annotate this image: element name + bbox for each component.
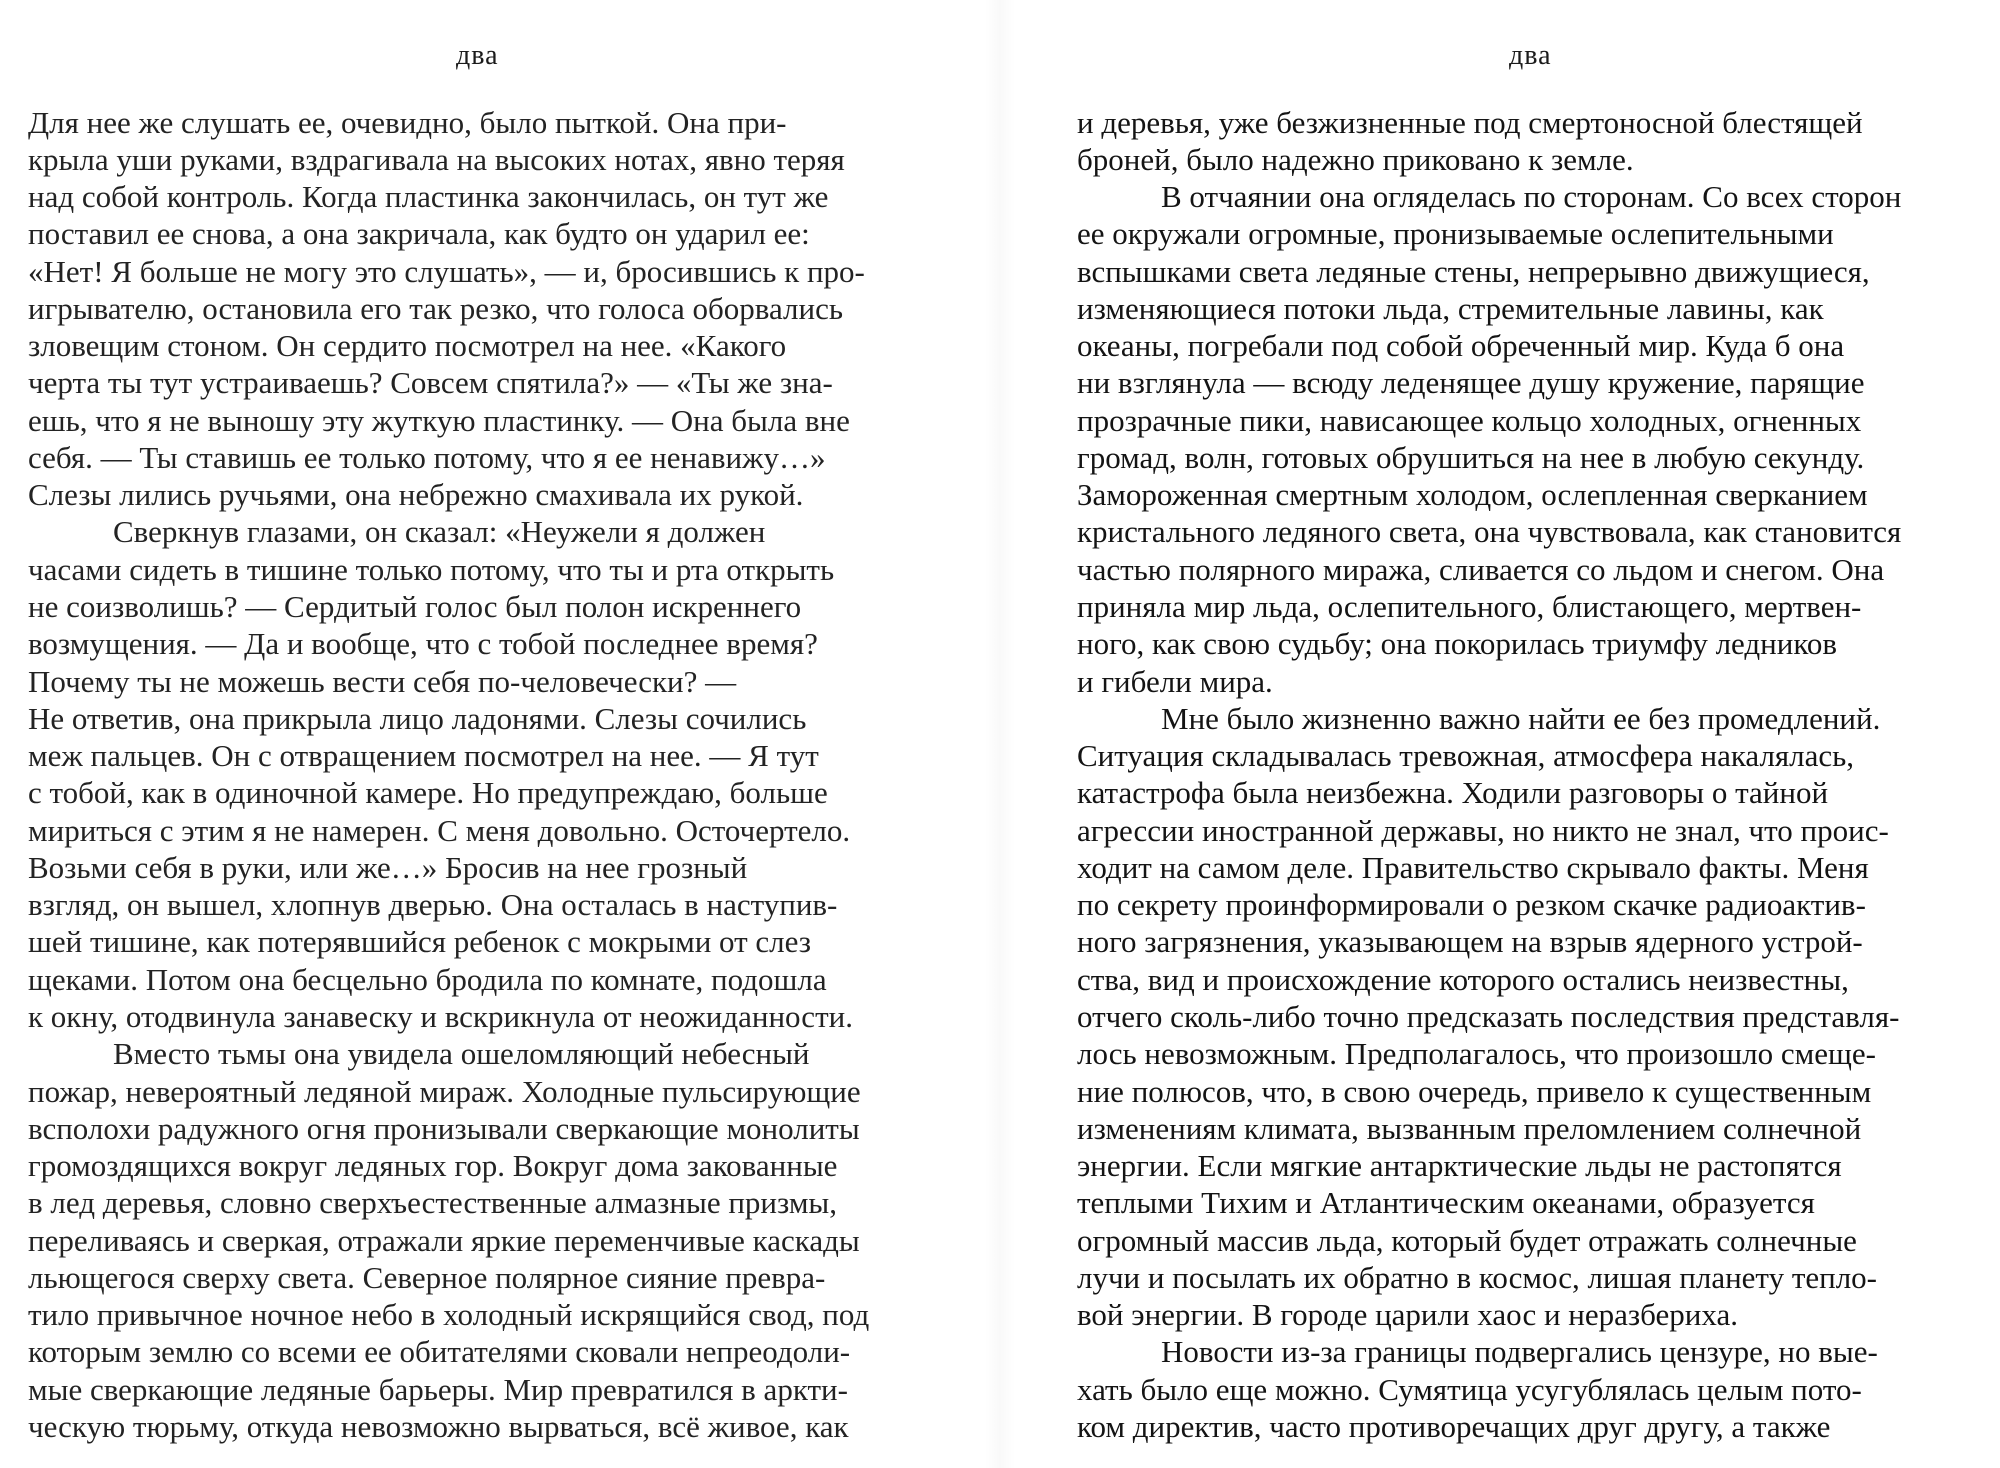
left-line-36: ческую тюрьму, откуда невозможно вырваться, всё живое, как (28, 1409, 849, 1444)
right-line-4: ее окружали огромные, пронизываемые ослепительными (1077, 216, 1834, 251)
right-line-27: ние полюсов, что, в свою очередь, привело к существенным (1077, 1074, 1872, 1109)
left-running-head: два (456, 40, 499, 71)
left-line-6: игрывателю, остановила его так резко, что голоса оборвались (28, 291, 843, 326)
right-line-35: хать было еще можно. Сумятица усугублялась целым пото- (1077, 1372, 1862, 1407)
right-line-23: ного загрязнения, указывающем на взрыв ядерного устрой- (1077, 924, 1863, 959)
left-line-19: с тобой, как в одиночной камере. Но предупреждаю, больше (28, 775, 828, 810)
left-line-32: льющегося сверху света. Северное полярное сияние превра- (28, 1260, 826, 1295)
left-line-30: в лед деревья, словно сверхъестественные алмазные призмы, (28, 1185, 838, 1220)
right-line-11: Замороженная смертным холодом, ослепленная сверканием (1077, 477, 1868, 512)
right-line-12: кристального ледяного света, она чувствовала, как становится (1077, 514, 1902, 549)
right-line-29: энергии. Если мягкие антарктические льды не растопятся (1077, 1148, 1842, 1183)
right-page (1000, 0, 2000, 1468)
left-line-24: щеками. Потом она бесцельно бродила по комнате, подошла (28, 962, 827, 997)
right-line-20: агрессии иностранной державы, но никто не знал, что проис- (1077, 813, 1889, 848)
left-line-11: Слезы лились ручьями, она небрежно смахивала их рукой. (28, 477, 804, 512)
left-line-10: себя. — Ты ставишь ее только потому, что я ее ненавижу…» (28, 440, 826, 475)
right-line-6: изменяющиеся потоки льда, стремительные лавины, как (1077, 291, 1824, 326)
left-line-20: мириться с этим я не намерен. С меня довольно. Осточертело. (28, 813, 851, 848)
left-line-4: поставил ее снова, а она закричала, как будто он ударил ее: (28, 216, 810, 251)
right-line-30: теплыми Тихим и Атлантическим океанами, образуется (1077, 1185, 1815, 1220)
left-line-23: шей тишине, как потерявшийся ребенок с мокрыми от слез (28, 924, 812, 959)
right-line-13: частью полярного миража, сливается со льдом и снегом. Она (1077, 552, 1885, 587)
right-line-3: В отчаянии она огляделась по сторонам. Со всех сторон (1161, 179, 1902, 214)
left-line-18: меж пальцев. Он с отвращением посмотрел на нее. — Я тут (28, 738, 819, 773)
left-line-33: тило привычное ночное небо в холодный искрящийся свод, под (28, 1297, 870, 1332)
right-line-5: вспышками света ледяные стены, непрерывно движущиеся, (1077, 254, 1870, 289)
right-line-10: громад, волн, готовых обрушиться на нее в любую секунду. (1077, 440, 1865, 475)
left-line-31: переливаясь и сверкая, отражали яркие переменчивые каскады (28, 1223, 860, 1258)
right-line-26: лось невозможным. Предполагалось, что произошло смеще- (1077, 1036, 1876, 1071)
right-line-16: и гибели мира. (1077, 664, 1273, 699)
right-line-22: по секрету проинформировали о резком скачке радиоактив- (1077, 887, 1866, 922)
left-line-29: громоздящихся вокруг ледяных гор. Вокруг дома закованные (28, 1148, 838, 1183)
left-line-2: крыла уши руками, вздрагивала на высоких нотах, явно теряя (28, 142, 845, 177)
left-line-1: Для нее же слушать ее, очевидно, было пыткой. Она при- (28, 105, 787, 140)
left-line-17: Не ответив, она прикрыла лицо ладонями. Слезы сочились (28, 701, 807, 736)
right-line-24: ства, вид и происхождение которого остались неизвестны, (1077, 962, 1849, 997)
right-line-34: Новости из-за границы подвергались цензуре, но вые- (1161, 1334, 1878, 1369)
right-line-14: приняла мир льда, ослепительного, блистающего, мертвен- (1077, 589, 1862, 624)
left-line-21: Возьми себя в руки, или же…» Бросив на нее грозный (28, 850, 748, 885)
right-line-1: и деревья, уже безжизненные под смертоносной блестящей (1077, 105, 1863, 140)
right-line-17: Мне было жизненно важно найти ее без промедлений. (1161, 701, 1881, 736)
right-line-36: ком директив, часто противоречащих друг другу, а также (1077, 1409, 1831, 1444)
right-line-33: вой энергии. В городе царили хаос и неразбериха. (1077, 1297, 1738, 1332)
right-line-7: океаны, погребали под собой обреченный мир. Куда б она (1077, 328, 1845, 363)
right-line-21: ходит на самом деле. Правительство скрывало факты. Меня (1077, 850, 1869, 885)
right-line-19: катастрофа была неизбежна. Ходили разговоры о тайной (1077, 775, 1829, 810)
right-line-2: броней, было надежно приковано к земле. (1077, 142, 1634, 177)
left-line-3: над собой контроль. Когда пластинка закончилась, он тут же (28, 179, 829, 214)
right-line-28: изменениям климата, вызванным преломлением солнечной (1077, 1111, 1862, 1146)
right-line-25: отчего сколь-либо точно предсказать последствия представля- (1077, 999, 1900, 1034)
left-line-8: черта ты тут устраиваешь? Совсем спятила?» — «Ты же зна- (28, 365, 833, 400)
left-line-34: которым землю со всеми ее обитателями сковали непреодоли- (28, 1334, 851, 1369)
right-line-31: огромный массив льда, который будет отражать солнечные (1077, 1223, 1857, 1258)
left-line-7: зловещим стоном. Он сердито посмотрел на нее. «Какого (28, 328, 787, 363)
left-line-16: Почему ты не можешь вести себя по-человечески? — (28, 664, 737, 699)
right-line-32: лучи и посылать их обратно в космос, лишая планету тепло- (1077, 1260, 1878, 1295)
left-line-13: часами сидеть в тишине только потому, что ты и рта открыть (28, 552, 835, 587)
left-line-14: не соизволишь? — Сердитый голос был полон искреннего (28, 589, 802, 624)
left-line-5: «Нет! Я больше не могу это слушать», — и, бросившись к про- (28, 254, 865, 289)
left-line-25: к окну, отодвинула занавеску и вскрикнула от неожиданности. (28, 999, 853, 1034)
left-line-26: Вместо тьмы она увидела ошеломляющий небесный (113, 1036, 810, 1071)
left-line-15: возмущения. — Да и вообще, что с тобой последнее время? (28, 626, 818, 661)
left-line-12: Сверкнув глазами, он сказал: «Неужели я должен (113, 514, 766, 549)
right-running-head: два (1509, 40, 1552, 71)
left-line-22: взгляд, он вышел, хлопнув дверью. Она осталась в наступив- (28, 887, 838, 922)
right-line-9: прозрачные пики, нависающее кольцо холодных, огненных (1077, 403, 1862, 438)
right-line-8: ни взглянула — всюду леденящее душу кружение, парящие (1077, 365, 1865, 400)
left-line-9: ешь, что я не выношу эту жуткую пластинку. — Она была вне (28, 403, 850, 438)
right-line-18: Ситуация складывалась тревожная, атмосфера накалялась, (1077, 738, 1855, 773)
left-line-27: пожар, невероятный ледяной мираж. Холодные пульсирующие (28, 1074, 861, 1109)
right-line-15: ного, как свою судьбу; она покорилась триумфу ледников (1077, 626, 1837, 661)
left-line-35: мые сверкающие ледяные барьеры. Мир превратился в аркти- (28, 1372, 848, 1407)
left-line-28: всполохи радужного огня пронизывали сверкающие монолиты (28, 1111, 860, 1146)
